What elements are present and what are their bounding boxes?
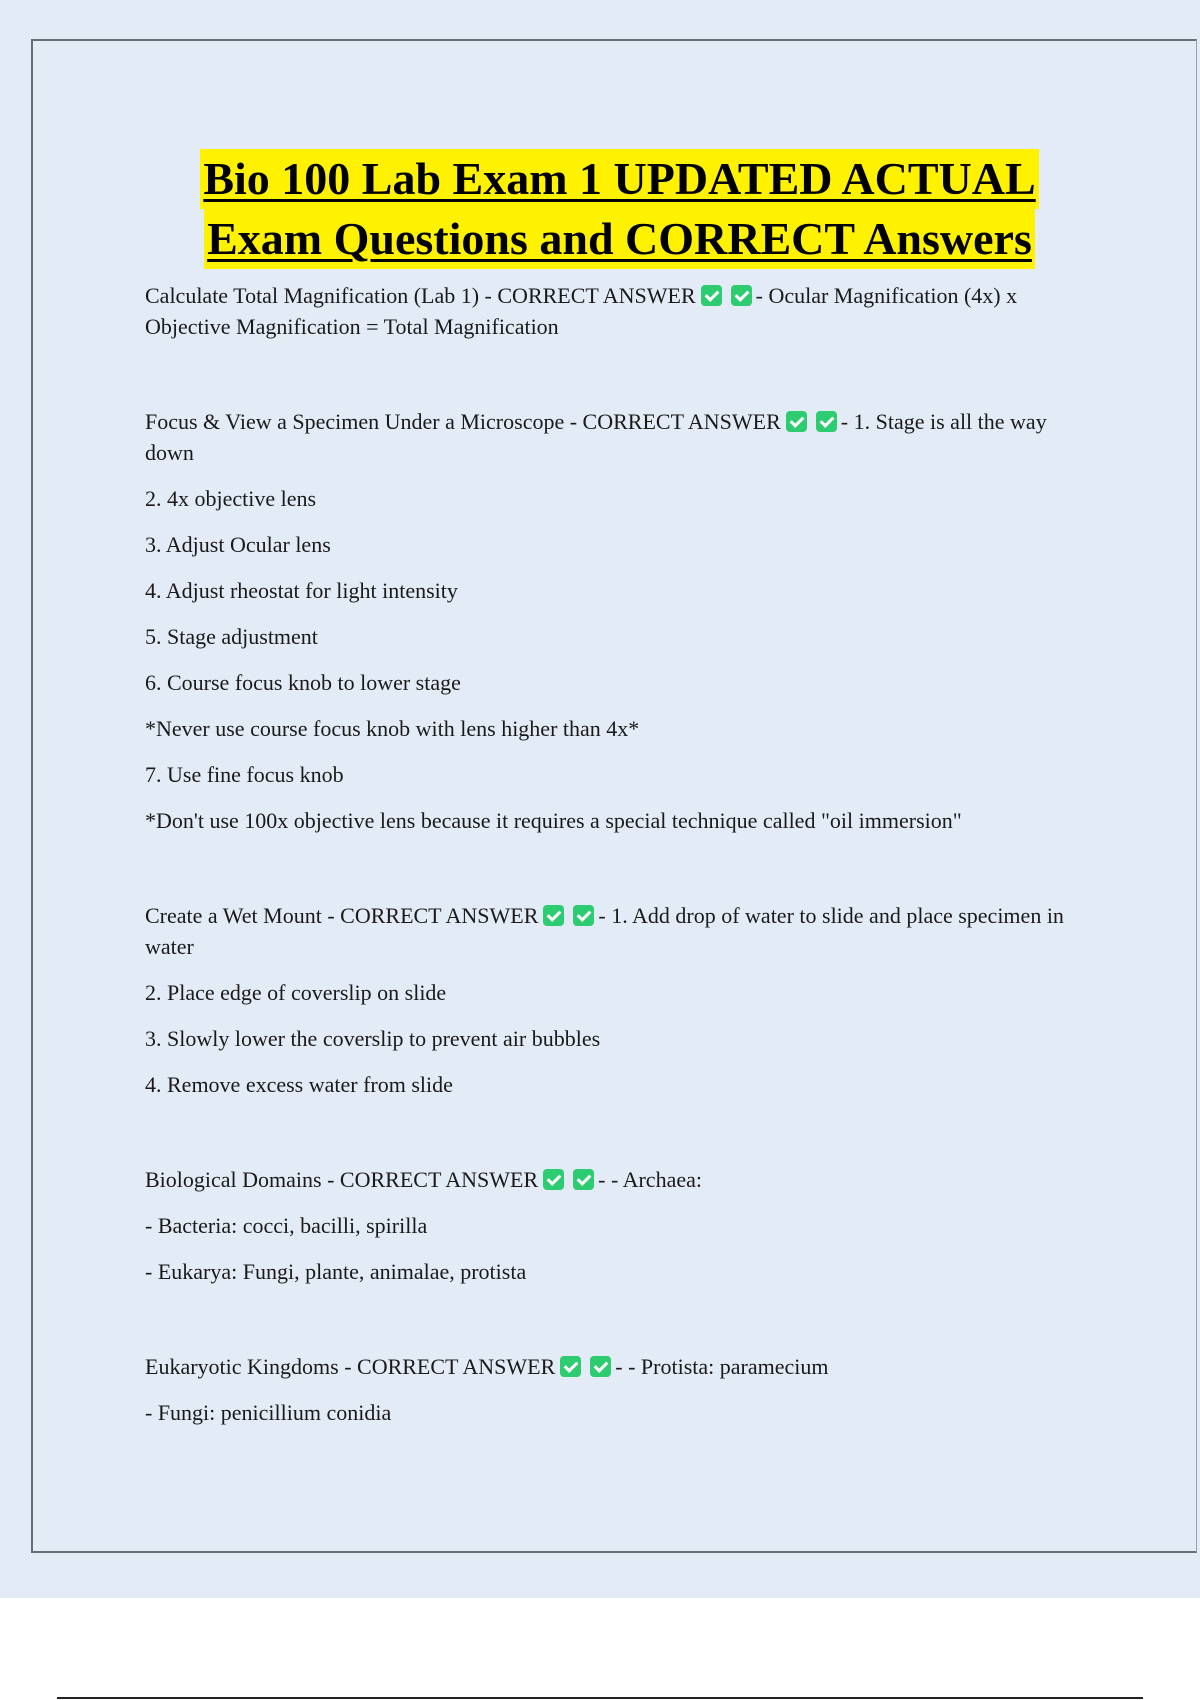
- answer-text: - 1. Add drop of water to slide and place specimen in water: [145, 903, 1064, 959]
- answer-line: - Bacteria: cocci, bacilli, spirilla: [145, 1213, 428, 1238]
- qa-question-line: [145, 1164, 1065, 1195]
- check-box-icon: [543, 905, 564, 926]
- qa-question-line: [145, 900, 1065, 962]
- check-box-icon: [590, 1356, 611, 1377]
- answer-line: 2. Place edge of coverslip on slide: [145, 980, 447, 1005]
- check-box-icon: [543, 1169, 564, 1190]
- answer-line: 4. Remove excess water from slide: [145, 1072, 453, 1097]
- check-box-icon: [573, 905, 594, 926]
- answer-line: 2. 4x objective lens: [145, 486, 317, 511]
- check-box-icon: [573, 1169, 594, 1190]
- answer-line: 5. Stage adjustment: [145, 624, 318, 649]
- qa-question-line: [145, 1351, 1065, 1382]
- title-line-1: Bio 100 Lab Exam 1 UPDATED ACTUAL: [200, 149, 1038, 209]
- answer-line: 6. Course focus knob to lower stage: [145, 670, 461, 695]
- answer-line: - Eukarya: Fungi, plante, animalae, protista: [145, 1259, 527, 1284]
- qa-question-line: [145, 406, 1065, 468]
- check-box-icon: [731, 285, 752, 306]
- answer-line: 7. Use fine focus knob: [145, 762, 344, 787]
- qa-item-eukaryotic-kingdoms: [145, 1351, 1065, 1428]
- answer-line: *Don't use 100x objective lens because it requires a special technique called "oil immersion": [145, 808, 962, 833]
- qa-question-line: [145, 280, 1065, 342]
- title-line-2: Exam Questions and CORRECT Answers: [204, 209, 1035, 269]
- qa-list: [145, 280, 1065, 1492]
- qa-item-wet-mount: [145, 900, 1065, 1100]
- qa-item-biological-domains: [145, 1164, 1065, 1287]
- question-text: Focus & View a Specimen Under a Microscope - CORRECT ANSWER: [145, 409, 781, 434]
- answer-line: - Fungi: penicillium conidia: [145, 1400, 392, 1425]
- answer-line: 3. Slowly lower the coverslip to prevent air bubbles: [145, 1026, 601, 1051]
- answer-line: 4. Adjust rheostat for light intensity: [145, 578, 458, 603]
- answer-text: - Ocular Magnification (4x) x Objective Magnification = Total Magnification: [145, 283, 1018, 339]
- check-box-icon: [560, 1356, 581, 1377]
- question-text: Biological Domains - CORRECT ANSWER: [145, 1167, 539, 1192]
- answer-text: - - Protista: paramecium: [615, 1354, 829, 1379]
- check-box-icon: [816, 411, 837, 432]
- question-text: Create a Wet Mount - CORRECT ANSWER: [145, 903, 539, 928]
- check-box-icon: [786, 411, 807, 432]
- answer-text: - 1. Stage is all the way down: [145, 409, 1047, 465]
- answer-line: *Never use course focus knob with lens higher than 4x*: [145, 716, 640, 741]
- check-box-icon: [701, 285, 722, 306]
- document-title: [33, 149, 1200, 269]
- question-text: Eukaryotic Kingdoms - CORRECT ANSWER: [145, 1354, 556, 1379]
- question-text: Calculate Total Magnification (Lab 1) - CORRECT ANSWER: [145, 283, 696, 308]
- footer-divider: [57, 1697, 1143, 1699]
- answer-line: 3. Adjust Ocular lens: [145, 532, 331, 557]
- answer-text: - - Archaea:: [598, 1167, 702, 1192]
- qa-item-focus-specimen: [145, 406, 1065, 836]
- qa-item-total-magnification: [145, 280, 1065, 342]
